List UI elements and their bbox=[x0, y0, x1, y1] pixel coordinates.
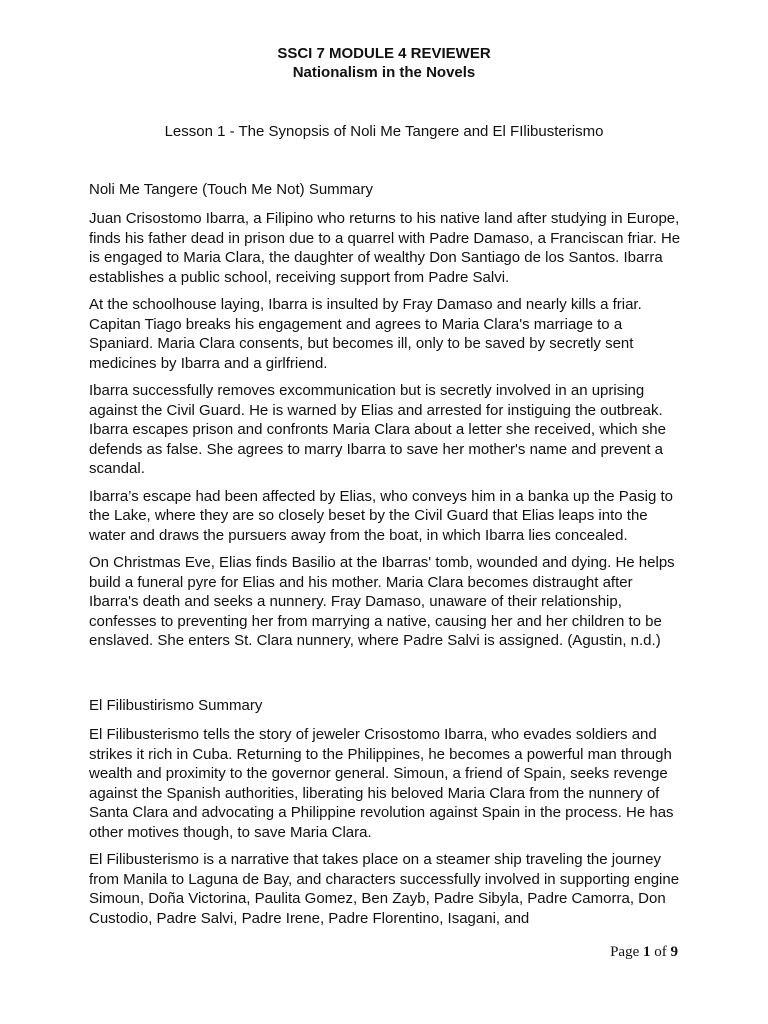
fili-paragraph-2: El Filibusterismo is a narrative that takes place on a steamer ship traveling the journey from Manila to Laguna de Bay, and characters successfully involved in supporting engine Simoun, Doña Victorina, Paulita Gomez, Ben Zayb, Padre Sibyla, Padre Camorra, Don Custodio, Padre Salvi, Padre Irene, Padre Florentino, Isagani, and bbox=[89, 851, 680, 927]
document-header bbox=[0, 44, 768, 82]
document-title: SSCI 7 MODULE 4 REVIEWER bbox=[277, 45, 491, 62]
noli-paragraph-4: Ibarra’s escape had been affected by Elias, who conveys him in a banka up the Pasig to the Lake, where they are so closely beset by the Civil Guard that Elias leaps into the water and draws the pursuers away from the boat, in which Ibarra lies concealed. bbox=[89, 487, 673, 544]
noli-paragraph-3: Ibarra successfully removes excommunication but is secretly involved in an uprising against the Civil Guard. He is warned by Elias and arrested for instiguing the outbreak. Ibarra escapes prison and confronts Maria Clara about a letter she received, which she defends as false. She agrees to marry Ibarra to save her mother's name and prevent a scandal. bbox=[89, 382, 666, 477]
page-number bbox=[610, 943, 678, 961]
noli-heading: Noli Me Tangere (Touch Me Not) Summary bbox=[89, 181, 373, 198]
noli-paragraph-2: At the schoolhouse laying, Ibarra is insulted by Fray Damaso and nearly kills a friar. Capitan Tiago breaks his engagement and agrees to Maria Clara's marriage to a Spaniard. Maria Clara consents, but becomes ill, only to be saved by secretly sent medicines by Ibarra and a girlfriend. bbox=[89, 296, 642, 372]
fili-paragraph-1: El Filibusterismo tells the story of jeweler Crisostomo Ibarra, who evades soldiers and strikes it rich in Cuba. Returning to the Philippines, he becomes a powerful man through wealth and proximity to the governor general. Simoun, a friend of Spain, seeks revenge against the Spanish authorities, liberating his beloved Maria Clara from the nunnery of Santa Clara and advocating a Philippine revolution against Spain in the process. He has other motives though, to save Maria Clara. bbox=[89, 726, 674, 841]
fili-section bbox=[89, 696, 681, 936]
noli-section bbox=[89, 180, 681, 659]
page-label: Page bbox=[610, 944, 640, 960]
lesson-title: Lesson 1 - The Synopsis of Noli Me Tangere and El FIlibusterismo bbox=[164, 123, 604, 140]
current-page: 1 bbox=[643, 944, 651, 960]
document-subtitle: Nationalism in the Novels bbox=[292, 64, 476, 81]
page-of-label: of bbox=[654, 944, 667, 960]
noli-paragraph-5: On Christmas Eve, Elias finds Basilio at the Ibarras' tomb, wounded and dying. He helps build a funeral pyre for Elias and his mother. Maria Clara becomes distraught after Ibarra's death and seeks a nunnery. Fray Damaso, unaware of their relationship, confesses to preventing her from marrying a native, causing her and her children to be enslaved. She enters St. Clara nunnery, where Padre Salvi is assigned. (Agustin, n.d.) bbox=[89, 554, 675, 649]
noli-paragraph-1: Juan Crisostomo Ibarra, a Filipino who returns to his native land after studying in Europe, finds his father dead in prison due to a quarrel with Padre Damaso, a Franciscan friar. He is engaged to Maria Clara, the daughter of wealthy Don Santiago de los Santos. Ibarra establishes a public school, receiving support from Padre Salvi. bbox=[89, 210, 681, 286]
fili-heading: El Filibustirismo Summary bbox=[89, 697, 263, 714]
total-pages: 9 bbox=[670, 944, 678, 960]
